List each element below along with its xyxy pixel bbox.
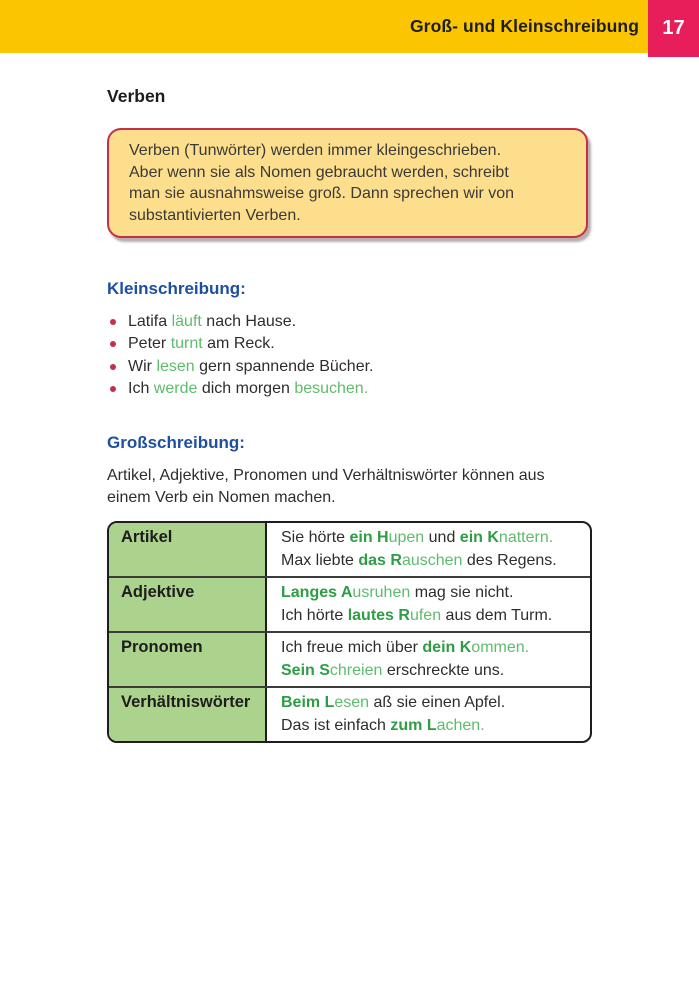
table-row-label: Artikel [109,523,267,576]
text-segment: Ich hörte [281,606,348,624]
text-segment: turnt [170,335,203,353]
text-segment: werde [153,379,198,397]
text-segment: des Regens. [462,551,557,569]
text-segment: Max liebte [281,551,359,569]
page-number-badge: 17 [648,0,699,57]
section-title: Verben [107,86,166,106]
bullet-icon [110,341,116,347]
table-row-examples [267,633,590,686]
bullet-icon [110,319,116,325]
table-row [109,523,590,576]
text-segment: usruhen [352,584,411,602]
text-segment: Sie hörte [281,529,350,547]
text-segment: ufen [409,606,442,624]
table-row [109,686,590,741]
example-sentence [281,692,584,715]
text-segment: ommen. [471,639,530,657]
text-segment: lautes R [347,606,410,624]
example-list-item [107,333,593,355]
text-segment: Ich [128,379,154,397]
table-row-examples [267,688,590,741]
bullet-icon [110,386,116,392]
text-segment: Latifa [128,313,172,330]
text-segment: nattern. [498,529,554,547]
grammar-table [107,521,592,743]
table-row-label: Pronomen [109,633,267,686]
text-segment: und [424,529,460,547]
text-segment: läuft [171,313,202,330]
kleinschreibung-heading: Kleinschreibung: [107,279,246,298]
text-segment: Beim L [281,694,335,712]
example-sentence [281,550,584,573]
info-box [107,128,588,238]
table-row-label: Adjektive [109,578,267,631]
info-box-text: Verben (Tunwörter) werden immer kleingeschrieben. Aber wenn sie als Nomen gebraucht werden, schreibt man sie ausnahmsweise groß. Dann sprechen wir von substantivierten Verben. [129,142,515,224]
grossschreibung-intro: Artikel, Adjektive, Pronomen und Verhältniswörter können aus einem Verb ein Nomen machen. [107,467,545,506]
example-sentence [281,715,584,738]
bullet-icon [110,364,116,370]
example-sentence [281,660,584,683]
text-segment: esen [334,694,370,712]
text-segment: nach Hause. [201,313,297,330]
text-segment: ein H [349,529,389,547]
text-segment: mag sie nicht. [410,584,514,602]
text-segment: lesen [156,357,195,375]
kleinschreibung-list [107,311,593,400]
example-sentence [281,527,584,550]
text-segment: besuchen. [294,379,369,397]
text-segment: upen [388,529,425,547]
header-bar [0,0,699,53]
example-sentence [281,605,584,628]
content-area [107,53,593,743]
example-sentence [281,582,584,605]
text-segment: Peter [128,335,171,353]
text-segment: Sein S [281,661,330,679]
text-segment: gern spannende Bücher. [194,357,374,375]
text-segment: chreien [329,661,383,679]
text-segment: ein K [459,529,499,547]
table-row-label: Verhältniswörter [109,688,267,741]
text-segment: dich morgen [197,379,295,397]
text-segment: Langes A [281,584,353,602]
table-row [109,576,590,631]
text-segment: aus dem Turm. [441,606,553,624]
text-segment: Das ist einfach [281,716,391,734]
text-segment: aß sie einen Apfel. [369,694,506,712]
example-list-item [107,356,593,378]
text-segment: dein K [422,639,472,657]
example-sentence [281,637,584,660]
header-title: Groß- und Kleinschreibung [409,16,639,36]
grossschreibung-heading: Großschreibung: [107,433,245,453]
text-segment: Ich freue mich über [281,639,423,657]
text-segment: das R [358,551,402,569]
text-segment: zum L [390,716,437,734]
text-segment: auschen [401,551,463,569]
example-list-item [107,311,593,333]
table-row [109,631,590,686]
table-row-examples [267,523,590,576]
example-list-item [107,378,593,400]
table-row-examples [267,578,590,631]
text-segment: Wir [128,357,157,375]
text-segment: erschreckte uns. [382,661,505,679]
text-segment: achen. [436,716,485,734]
text-segment: am Reck. [202,335,275,353]
